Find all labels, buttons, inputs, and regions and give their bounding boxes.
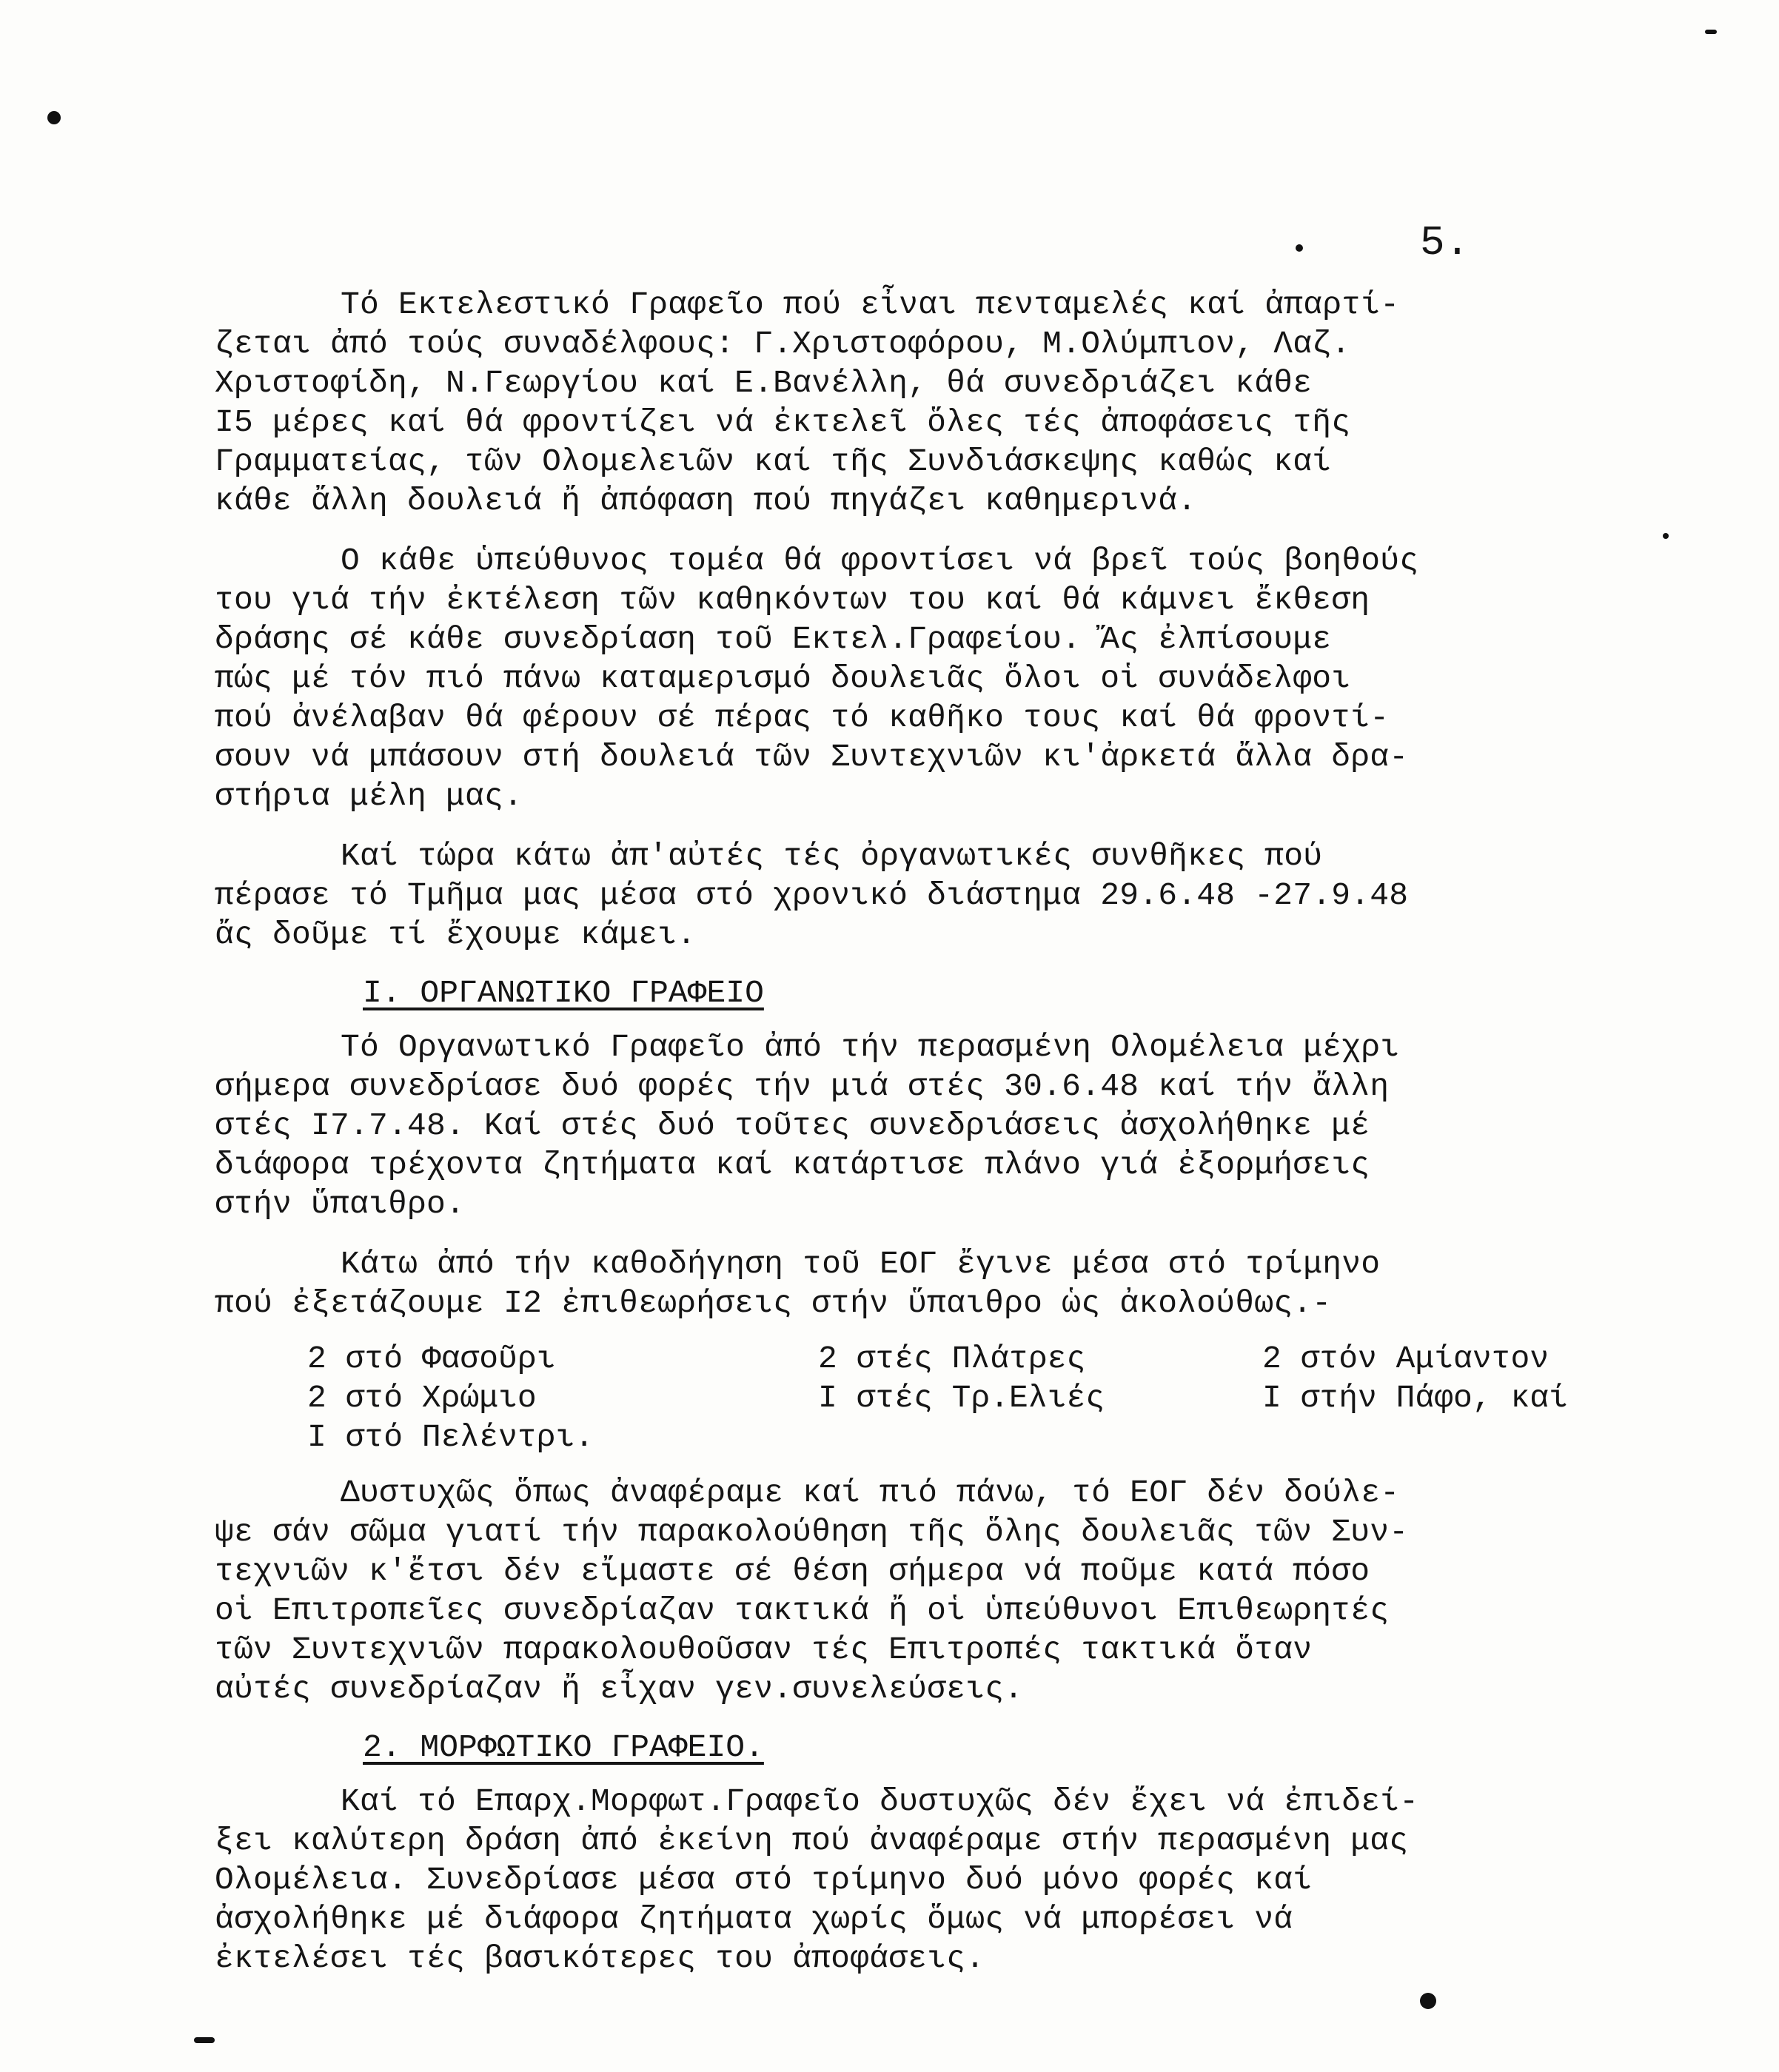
text-line: στές I7.7.48. Καί στές δυό τοῦτες συνεδριάσεις ἀσχολήθηκε μέ (215, 1107, 1370, 1144)
text-line: σουν νά μπάσουν στή δουλειά τῶν Συντεχνιῶν κι'ἀρκετά ἄλλα δρα- (215, 739, 1409, 775)
section-heading-educational-office: 2. ΜΟΡΦΩΤΙΚΟ ΓΡΑΦΕΙΟ. (363, 1729, 764, 1766)
text-line: Γραμματείας, τῶν Ολομελειῶν καί τῆς Συνδιάσκεψης καθώς καί (215, 443, 1332, 480)
text-line: Χριστοφίδη, Ν.Γεωργίου καί Ε.Βανέλλη, θά συνεδριάζει κάθε (215, 365, 1313, 401)
text-line: πού ἐξετάζουμε I2 ἐπιθεωρήσεις στήν ὕπαιθρο ὡς ἀκολούθως.- (215, 1285, 1332, 1321)
text-line: στήν ὕπαιθρο. (215, 1186, 466, 1222)
text-line: αὐτές συνεδρίαζαν ἤ εἶχαν γεν.συνελεύσεις. (215, 1671, 1024, 1707)
paragraph-sector-responsibles (215, 541, 1621, 816)
text-line: δράσης σέ κάθε συνεδρίαση τοῦ Εκτελ.Γραφείου. Ἄς ἐλπίσουμε (215, 621, 1332, 657)
text-line: ἐκτελέσει τές βασικότερες του ἀποφάσεις. (215, 1940, 985, 1977)
page-number: 5. (1420, 219, 1470, 266)
text-line: οἱ Επιτροπεῖες συνεδρίαζαν τακτικά ἤ οἱ ὑπεύθυνοι Επιθεωρητές (215, 1592, 1390, 1629)
text-line: στήρια μέλη μας. (215, 778, 523, 814)
text-line: του γιά τήν ἐκτέλεση τῶν καθηκόντων του καί θά κάμνει ἔκθεση (215, 582, 1370, 618)
text-line: τῶν Συντεχνιῶν παρακολουθοῦσαν τές Επιτροπές τακτικά ὅταν (215, 1632, 1313, 1668)
text-line: Ολομέλεια. Συνεδρίασε μέσα στό τρίμηνο δυό μόνο φορές καί (215, 1862, 1313, 1898)
inspection-item (818, 1418, 1262, 1457)
text-line: Κάτω ἀπό τήν καθοδήγηση τοῦ ΕΟΓ ἔγινε μέσα στό τρίμηνο (341, 1246, 1381, 1282)
text-line: ζεται ἀπό τούς συναδέλφους: Γ.Χριστοφόρου, Μ.Ολύμπιον, Λαζ. (215, 326, 1351, 362)
text-line: Τό Εκτελεστικό Γραφεῖο πού εἶναι πενταμελές καί ἀπαρτί- (341, 286, 1400, 323)
scan-speck (1705, 30, 1717, 34)
inspection-item: 2 στόν Αμίαντον (1262, 1341, 1549, 1377)
scan-speck (1663, 533, 1669, 539)
section-heading-organizational-office: I. ΟΡΓΑΝΩΤΙΚΟ ΓΡΑΦΕΙΟ (363, 975, 764, 1011)
inspection-item (1262, 1418, 1677, 1457)
text-line: ξει καλύτερη δράση ἀπό ἐκείνη πού ἀναφέραμε στήν περασμένη μας (215, 1823, 1409, 1859)
inspection-item: 2 στές Πλάτρες (818, 1341, 1086, 1377)
text-line: διάφορα τρέχοντα ζητήματα καί κατάρτισε πλάνο γιά ἐξορμήσεις (215, 1147, 1370, 1183)
section1-paragraph-meetings (215, 1027, 1621, 1224)
text-line: πέρασε τό Τμῆμα μας μέσα στό χρονικό διάστημα 29.6.48 -27.9.48 (215, 877, 1409, 913)
text-line: σήμερα συνεδρίασε δυό φορές τήν μιά στές 30.6.48 καί τήν ἄλλη (215, 1068, 1390, 1104)
section1-paragraph-inspections (215, 1244, 1621, 1323)
text-line: Καί τό Επαρχ.Μορφωτ.Γραφεῖο δυστυχῶς δέν ἔχει νά ἐπιδεί- (341, 1783, 1419, 1820)
text-line: Καί τώρα κάτω ἀπ'αὐτές τές ὀργανωτικές συνθῆκες πού (341, 838, 1323, 874)
text-line: πού ἀνέλαβαν θά φέρουν σέ πέρας τό καθῆκο τους καί θά φροντί- (215, 700, 1390, 736)
inspections-list (307, 1339, 1621, 1457)
inspection-item: I στές Τρ.Ελιές (818, 1380, 1105, 1416)
inspection-item: 2 στό Χρώμιο (307, 1380, 537, 1416)
text-line: Ο κάθε ὑπεύθυνος τομέα θά φροντίσει νά βρεῖ τούς βοηθούς (341, 543, 1419, 579)
text-line: κάθε ἄλλη δουλειά ἤ ἀπόφαση πού πηγάζει καθημερινά. (215, 483, 1197, 519)
document-body (215, 285, 1621, 1978)
paragraph-executive-office (215, 285, 1621, 520)
scan-speck (1296, 244, 1303, 252)
text-line: τεχνιῶν κ'ἔτσι δέν εἴμαστε σέ θέση σήμερα νά ποῦμε κατά πόσο (215, 1553, 1370, 1589)
section1-paragraph-unfortunately (215, 1473, 1621, 1709)
inspection-item: 2 στό Φασοῦρι (307, 1341, 556, 1377)
paragraph-period-review (215, 836, 1621, 954)
text-line: ψε σάν σῶμα γιατί τήν παρακολούθηση τῆς ὅλης δουλειᾶς τῶν Συν- (215, 1514, 1409, 1550)
section2-paragraph (215, 1782, 1621, 1978)
scan-speck (1420, 1993, 1436, 2009)
text-line: Τό Οργανωτικό Γραφεῖο ἀπό τήν περασμένη Ολομέλεια μέχρι (341, 1029, 1400, 1065)
text-line: Δυστυχῶς ὅπως ἀναφέραμε καί πιό πάνω, τό ΕΟΓ δέν δούλε- (341, 1475, 1400, 1511)
inspection-item: I στήν Πάφο, καί (1262, 1380, 1568, 1416)
text-line: ἀσχολήθηκε μέ διάφορα ζητήματα χωρίς ὅμως νά μπορέσει νά (215, 1901, 1293, 1937)
inspection-item: I στό Πελέντρι. (307, 1419, 594, 1455)
scan-speck (194, 2037, 215, 2043)
text-line: I5 μέρες καί θά φροντίζει νά ἐκτελεῖ ὅλες τές ἀποφάσεις τῆς (215, 404, 1351, 440)
text-line: ἄς δοῦμε τί ἔχουμε κάμει. (215, 916, 697, 953)
text-line: πώς μέ τόν πιό πάνω καταμερισμό δουλειᾶς ὅλοι οἱ συνάδελφοι (215, 660, 1351, 697)
scan-speck (47, 111, 61, 124)
